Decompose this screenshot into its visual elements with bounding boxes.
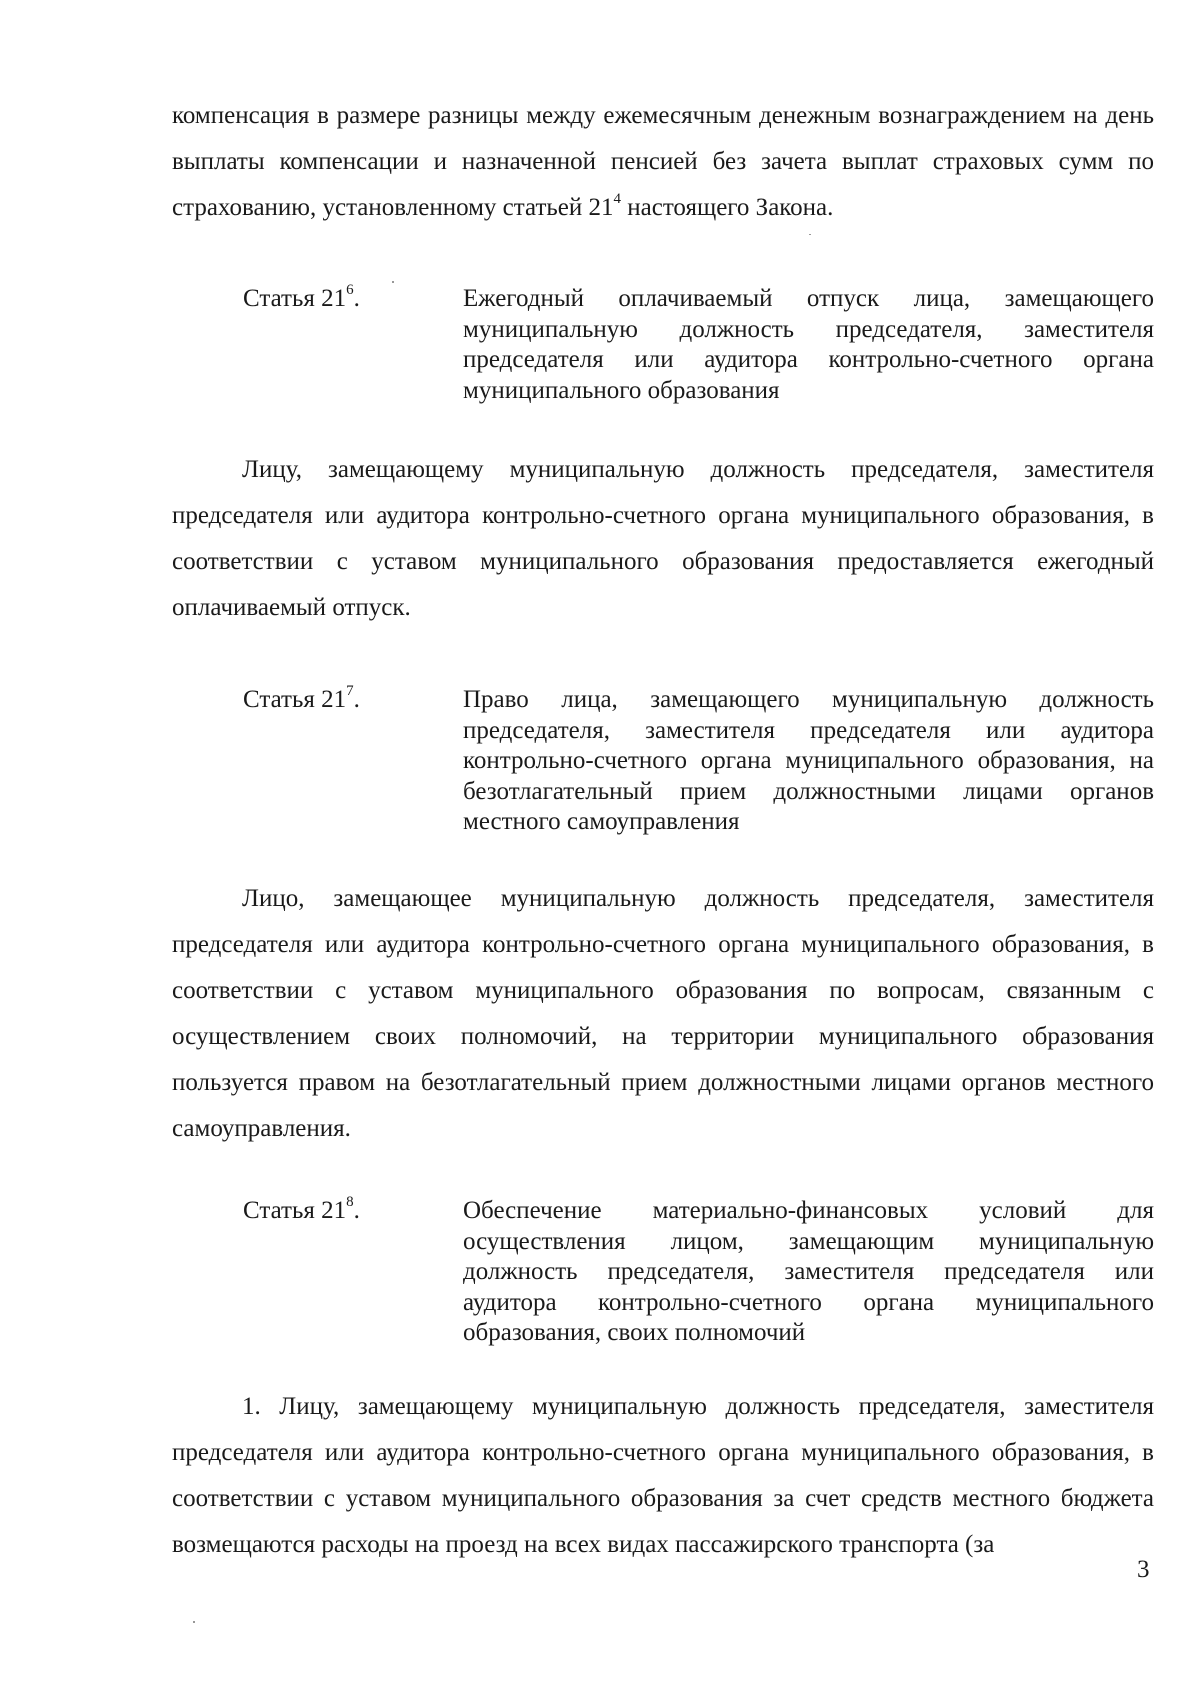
- page-number: 3: [1137, 1556, 1150, 1583]
- article-title: Обеспечение материально-финансовых условий для осуществления лицом, замещающим муниципальную должность председателя, заместителя председателя или аудитора контрольно-счетного органа муниципального образования, своих полномочий: [463, 1197, 1154, 1346]
- intro-text-end: настоящего Закона.: [621, 194, 834, 221]
- article-label: Статья $21^6$.: [243, 281, 360, 312]
- article-label: Статья $21^7$.: [243, 682, 360, 713]
- article-title: Право лица, замещающего муниципальную должность председателя, заместителя председателя или аудитора контрольно-счетного органа муниципального образования, на безотлагательный прием должностными лицами органов местного самоуправления: [463, 686, 1154, 835]
- scan-speck: [809, 234, 811, 235]
- article-21-8-paragraph: 1. Лицу, замещающему муниципальную должность председателя, заместителя председателя или аудитора контрольно-счетного органа муниципального образования, в соответствии с уставом муниципального образования за счет средств местного бюджета возмещаются расходы на проезд на всех видах пассажирского транспорта (за: [172, 1393, 1154, 1558]
- superscript: 4: [613, 190, 622, 207]
- article-21-7-paragraph: Лицо, замещающее муниципальную должность председателя, заместителя председателя или аудитора контрольно-счетного органа муниципального образования, в соответствии с уставом муниципального образования по вопросам, связанным с осуществлением своих полномочий, на территории муниципального образования пользуется правом на безотлагательный прием должностными лицами органов местного самоуправления.: [172, 885, 1154, 1142]
- intro-paragraph: [172, 93, 1154, 231]
- article-title: Ежегодный оплачиваемый отпуск лица, замещающего муниципальную должность председателя, заместителя председателя или аудитора контрольно-счетного органа муниципального образования: [463, 285, 1154, 404]
- intro-text: компенсация в размере разницы между ежемесячным денежным вознаграждением на день выплаты компенсации и назначенной пенсией без зачета выплат страховых сумм по страхованию, установленному статьей 21: [172, 102, 1154, 221]
- article-21-6-paragraph: Лицу, замещающему муниципальную должность председателя, заместителя председателя или аудитора контрольно-счетного органа муниципального образования, в соответствии с уставом муниципального образования предоставляется ежегодный оплачиваемый отпуск.: [172, 456, 1154, 621]
- scan-speck: [193, 1621, 195, 1623]
- article-label: Статья $21^8$.: [243, 1193, 360, 1224]
- scan-speck: [392, 281, 394, 283]
